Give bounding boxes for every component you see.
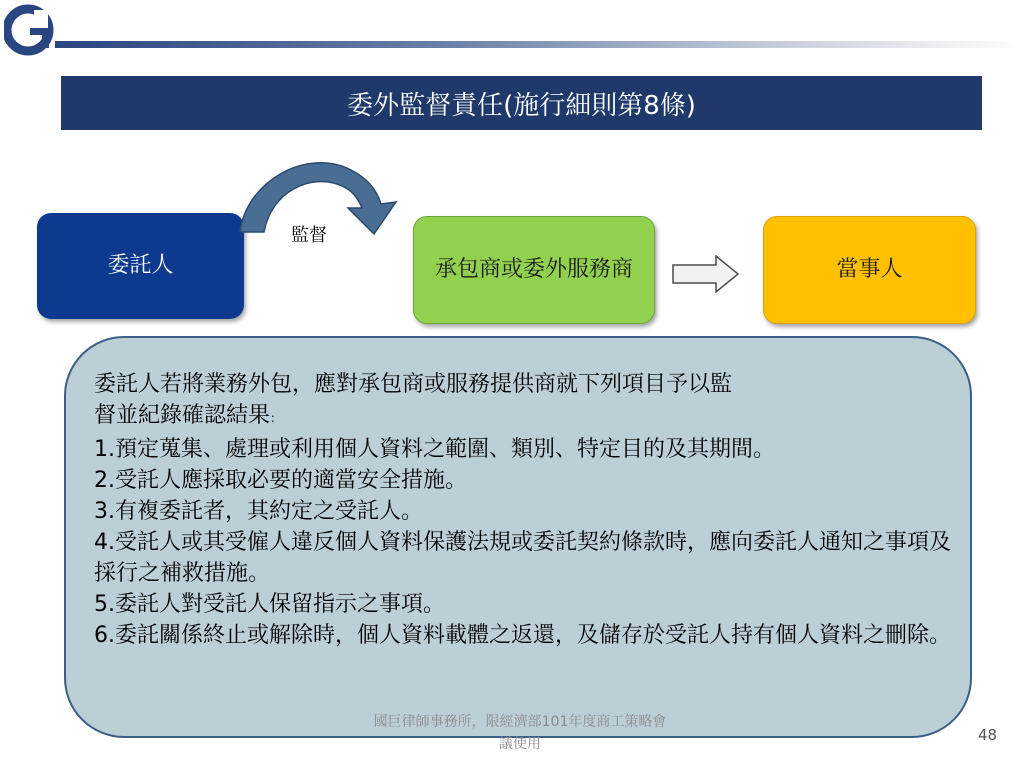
requirements-panel: [64, 336, 972, 738]
intro-line-2: [94, 400, 956, 434]
page-number: 48: [978, 726, 998, 744]
list-item-3: 3.有複委託者，其約定之受託人。: [94, 499, 423, 524]
intro-line-2-text: 督並紀錄確認結果: [94, 403, 271, 428]
slide-title: 委外監督責任(施行細則第8條): [61, 76, 982, 130]
list-item-4: 4.受託人或其受僱人違反個人資料保護法規或委託契約條款時，應向委託人通知之事項及採行之補救措施。: [94, 530, 951, 586]
header-gradient-bar: [55, 41, 1024, 48]
intro-line-1: 委託人若將業務外包，應對承包商或服務提供商就下列項目予以監: [94, 372, 733, 397]
list-item-6: 6.委託關係終止或解除時，個人資料載體之返還，及儲存於受託人持有個人資料之刪除。: [94, 623, 951, 648]
list-item-2: 2.受託人應採取必要的適當安全措施。: [94, 468, 467, 493]
right-arrow-icon: [672, 255, 740, 293]
list-item-5: 5.委託人對受託人保留指示之事項。: [94, 592, 445, 617]
company-logo-icon: [4, 4, 58, 56]
supervise-label: 監督: [291, 225, 327, 246]
client-box: 委託人: [37, 213, 244, 319]
intro-colon: ：: [270, 411, 283, 425]
list-item-1: 1.預定蒐集、處理或利用個人資料之範圍、類別、特定目的及其期間。: [94, 437, 775, 462]
contractor-box: 承包商或委外服務商: [413, 216, 655, 324]
footer-text: 國巨律師事務所，限經濟部101年度商工策略會議使用: [373, 714, 667, 752]
party-box: 當事人: [763, 216, 976, 324]
